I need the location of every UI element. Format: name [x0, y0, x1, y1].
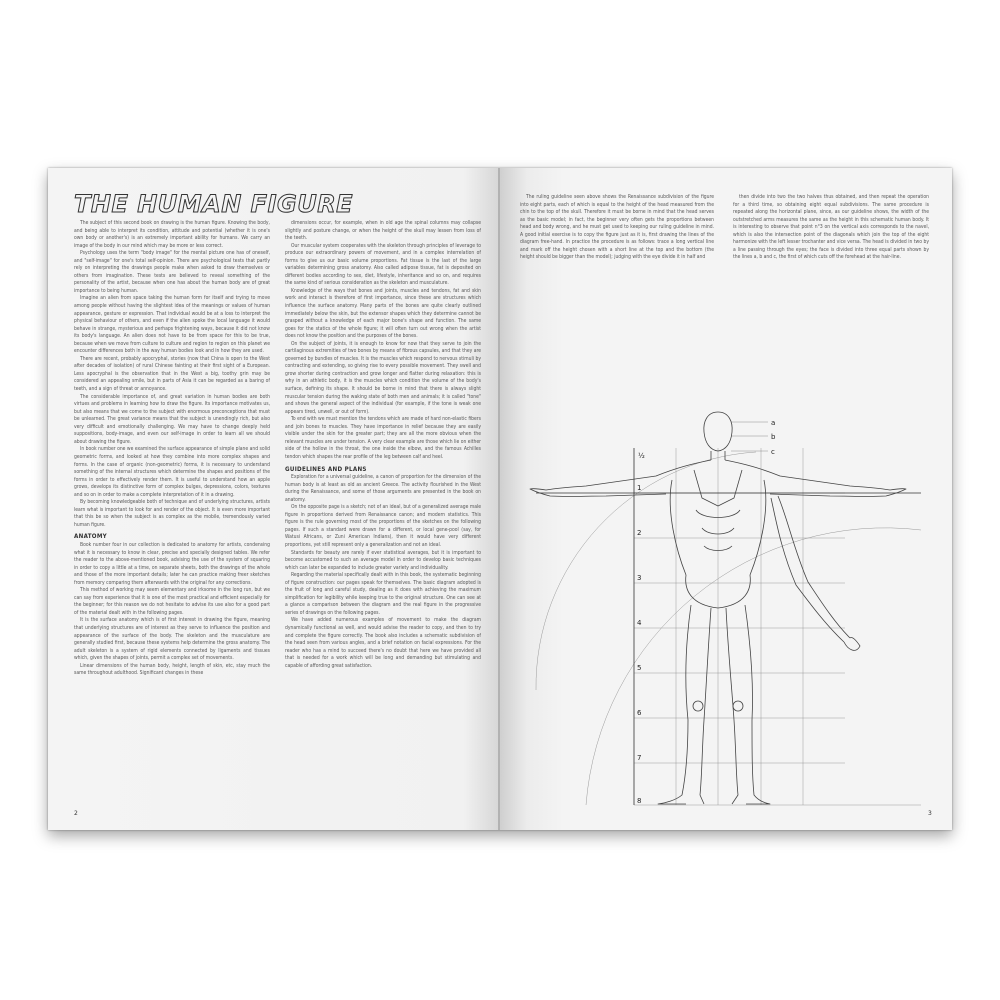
intro-paragraph: By becoming knowledgeable both of technique and of underlying structures, artists learn what is important to look for and render of the object. It is even more important that this be so when the subject is as complex as the mobile, tremendously varied human figure.	[74, 499, 270, 528]
intro-paragraph: In book number one we examined the surface appearance of simple plane and solid geometric forms, and looked at how they combine into more complex shapes and forms. In the case of organic (non-geometric) forms, it is necessary to understand something of the internal structures which determine the shapes and positions of the forms in order to effectively render them. It is useful to understand how an apple grows, develops its distinctive form of complex bulges, depressions, colors, textures and so on in order to make a complete interpretation of it in a drawing.	[74, 446, 270, 498]
intro-paragraph: The subject of this second book on drawing is the human figure. Knowing the body, and being able to interpret its condition, attitude and potential (whether it is one's own body or another's) is an extremely important ability for humans. We carry an image of the body in our mind which may be more or less correct.	[74, 220, 270, 249]
scale-number-8: 8	[637, 797, 642, 805]
body-paragraph: Our muscular system cooperates with the skeleton through principles of leverage to produce our extraordinary powers of movement, and in a complex interrelation of forms to give us our basic volume proportions. Fat tissue is the last of the large variables determining gross anatomy. Also called adipose tissue, fat is deposited on different bodies according to sex, diet, lifestyle, inheritance and so on, and requires the same kind of serious consideration as the skeleton and musculature.	[285, 242, 481, 287]
page-title: THE HUMAN FIGURE	[74, 190, 354, 218]
proportion-grid	[536, 448, 921, 805]
intro-paragraph: The considerable importance of, and great variation in human bodies are both virtues and problems in learning how to draw the figure. Its importance motivates us, but also means that we come to the subject with enormous preconceptions that must be unlearned. The great variance means that the subject is unendingly rich, but also very difficult and emotionally challenging. We may have to change deeply held suppositions, body-image, and even our self-image in order to learn all we should about drawing the figure.	[74, 393, 270, 445]
anatomy-paragraph: Linear dimensions of the human body, height, length of skin, etc, stay much the same throughout adulthood. Significant changes in these	[74, 662, 270, 677]
right-column-2	[733, 194, 929, 286]
book-spread	[48, 168, 952, 830]
scale-number-6: 6	[637, 709, 642, 717]
body-paragraph: dimensions occur, for example, when in old age the spinal columns may collapse slightly and posture change, or when the height of the skull may lessen from loss of the teeth.	[285, 220, 481, 242]
intro-paragraph: Psychology uses the term "body image" for the mental picture one has of oneself, and "self-image" for one's total self-opinion. There are psychological tests that partly rely on interpreting the drawings people make when asked to draw themselves or others from imagination. These tests are believed to reveal something of the personality of the artist, because when one has about the human body are of great importance to being human.	[74, 250, 270, 294]
body-paragraph: On the subject of joints, it is enough to know for now that they serve to join the cartilaginous extremities of two bones by means of fibrous capsules, and that they are governed by bundles of muscles. It is the muscles which respond to nervous stimuli by contracting and extending, so giving rise to every possible movement. They swell and grow shorter during contraction and grow longer and flatter during relaxation: this is why in an athletic body, it is the muscles which condition the volume of the body's surface, defining its shape. It should be borne in mind that there is always slight muscular tension during the waking state of both men and animals; it is called "tone" and shows the general aspect of the individual (for example, if the tone is weak one appears tired, unwell, or out of form).	[285, 340, 481, 415]
intro-paragraph: Imagine an alien from space taking the human form for itself and trying to move among people without having the slightest idea of the meanings or values of human appearance, gesture or expression. That individual would be at a loss to interpret the physical behaviour of others, and even if the alien spoke the local language it would behave in strange, mysterious and perhaps frightening ways, because it did not know its body's language. An alien does not have to be from space for this to be true, because when we move from culture to culture and region to region on this planet we encounter differences both in the way human bodies look and in how they are used.	[74, 295, 270, 355]
vitruvian-proportion-diagram	[526, 410, 931, 810]
scale-number-2: 2	[637, 529, 642, 537]
anatomy-paragraph: Book number four in our collection is dedicated to anatomy for artists, condensing what it is necessary to know in clear, precise and specially designed tables. We refer the reader to the above-mentioned book, advising the use of the system of squaring in order to copy a little at a time, on separate sheets, both the drawings of the whole and those of the more important details; later he can practice making freer sketches from memory comparing them afterwards with the original for any corrections.	[74, 541, 270, 586]
left-page	[48, 168, 500, 830]
half-mark: ½	[638, 452, 645, 460]
scale-number-4: 4	[637, 619, 642, 627]
anatomy-paragraph: This method of working may seem elementary and irksome in the long run, but we can say from experience that it is one of the most practical and efficient especially for the beginner; for this reason we do not hesitate to advise its use also for a good part of the material dealt with in the following pages.	[74, 587, 270, 616]
guidelines-heading: GUIDELINES AND PLANS	[285, 465, 367, 473]
head-label-b: b	[771, 433, 776, 441]
scale-number-5: 5	[637, 664, 642, 672]
left-column-2-body	[285, 220, 481, 462]
scale-number-7: 7	[637, 754, 642, 762]
head-label-a: a	[771, 419, 776, 427]
page-number-right: 3	[928, 810, 932, 817]
head-label-lines	[731, 422, 768, 451]
intro-paragraph: There are recent, probably apocryphal, stories (now that China is open to the West after decades of isolation) of rural Chinese fainting at their first sight of a European. Less apocryphal is the observation that in the West a big, toothy grin may be considered an appealing smile, but in parts of Asia it can be regarded as a baring of teeth, and a sign of threat or annoyance.	[74, 355, 270, 393]
proportion-paragraph: The ruling guideline seen above shows the Renaissance subdivision of the figure into eight parts, each of which is equal to the height of the head measured from the chin to the top of the skull. Therefore it must be borne in mind that the head serves as the basic model; in fact, the beginner very often gets the proportions between head and body wrong, and he must get used to keeping our ruling guideline in mind. A good initial exercise is to copy the figure just as it is, first drawing the lines of the diagram free-hand. In practice the procedure is as follows: trace a long vertical line and mark off the height chosen with a short line at the top and the bottom (the height should be bigger than the model); judging with the eye divide it in half and	[520, 194, 714, 261]
proportion-paragraph: then divide into two the two halves thus obtained, and then repeat the operation for a third time, so obtaining eight equal subdivisions. The same procedure is repeated along the horizontal plane, since, as our guideline shows, the width of the outstretched arms measures the same as the height in this schematic human body. It is interesting to observe that point n°3 on the vertical axis corresponds to the navel, which is also the intersection point of the diagonals which join the top of the eight harmonize with the left lesser trochanter and vice versa. The head is divided in two by a line passing through the eyes; the face is divided into three equal parts shown by the lines a, b and c, the first of which cuts off the forehead at the hair-line.	[733, 194, 929, 261]
scale-labels	[637, 419, 776, 805]
right-column-1-text	[520, 194, 714, 262]
left-column-1-anatomy	[74, 542, 270, 678]
guidelines-paragraph: On the opposite page is a sketch; not of an ideal, but of a generalized average male figure in proportions derived from Renaissance canon; and modern statistics. This figure is the rule governing most of the proportions of the sketches on the following pages. If such a standard were drawn for a different, or local gene-pool (say, for Watusi Africans, or Zuni American Indians), then it would have very different proportions, yet still represent only a generalization and not an ideal.	[285, 504, 481, 548]
page-number-left: 2	[74, 810, 78, 817]
right-column-1	[520, 194, 714, 286]
left-column-2-guidelines	[285, 474, 481, 670]
left-column-1-intro	[74, 220, 270, 529]
anatomy-paragraph: It is the surface anatomy which is of first interest in drawing the figure, meaning that underlying structures are of interest as they serve to influence the position and appearance of the surface of the body. The skeleton and the musculature are generally studied first, because these systems help determine the gross anatomy. The adult skeleton is a system of rigid elements connected by ligaments and tissues which, given the shapes of joints, permit a complex set of movements.	[74, 617, 270, 662]
scale-number-3: 3	[637, 574, 642, 582]
guidelines-paragraph: Exploration for a universal guideline, a canon of proportion for the dimension of the human body is at least as old as ancient Greece. The activity flourished in the West during the Renaissance, and some of those arguments are presented in the book on anatomy.	[285, 474, 481, 503]
guidelines-paragraph: We have added numerous examples of movement to make the diagram dynamically functional as well, and would advise the reader to copy, and then to try and complete the figure correctly. The book also includes a schematic subdivision of the head seen from various angles, and a brief notation on facial expressions. For the reader who has a mind to succeed there's no doubt that here we have provided all that is needed for a work which will be long and demanding but stimulating and capable of affording great satisfaction.	[285, 617, 481, 669]
anatomy-heading: ANATOMY	[74, 533, 107, 541]
body-paragraph: To end with we must mention the tendons which are made of hard non-elastic fibers and join bones to muscles. They have importance in relief because they are easily visible under the skin for the greater part; they are all the more obvious when the relevant muscles are under tension. A very clear example are those which lie on either side of the hollow in the throat, the one inside the elbow, and the famous Achilles tendon which shapes the rear profile of the leg between calf and heel.	[285, 416, 481, 460]
right-column-2-text	[733, 194, 929, 262]
body-paragraph: Knowledge of the ways that bones and joints, muscles and tendons, fat and skin work and interact is therefore of first importance, since these are structures which influence the surface anatomy. Many parts of the bones are quite clearly outlined immediately below the skin, but the extensor shapes which they determine cannot be grasped without a knowledge of each major bone's shape and function. The same goes for the statics of the whole figure; it will often turn out wrong when the artist does not know the position and the purposes of the bones.	[285, 287, 481, 340]
right-page	[500, 168, 952, 830]
scale-axis	[536, 448, 921, 805]
guidelines-paragraph: Regarding the material specifically dealt with in this book, the systematic beginning of figure construction: our pages speak for themselves. The basic diagram adopted is the fruit of long and careful study, dealing as it does with achieving the maximum simplification for legibility while keeping true to the original structure. One can see at a glance a comparison between the diagram and the real figure in the progressive series of drawings on the following pages.	[285, 572, 481, 616]
left-column-2	[285, 220, 481, 808]
left-column-1	[74, 220, 270, 808]
scale-number-1: 1	[637, 484, 642, 492]
guidelines-paragraph: Standards for beauty are rarely if ever statistical averages, but it is important to become accustomed to such an average model in order to develop basic techniques which can later be expanded to include greater variety and individuality.	[285, 549, 481, 571]
head-label-c: c	[771, 448, 775, 456]
